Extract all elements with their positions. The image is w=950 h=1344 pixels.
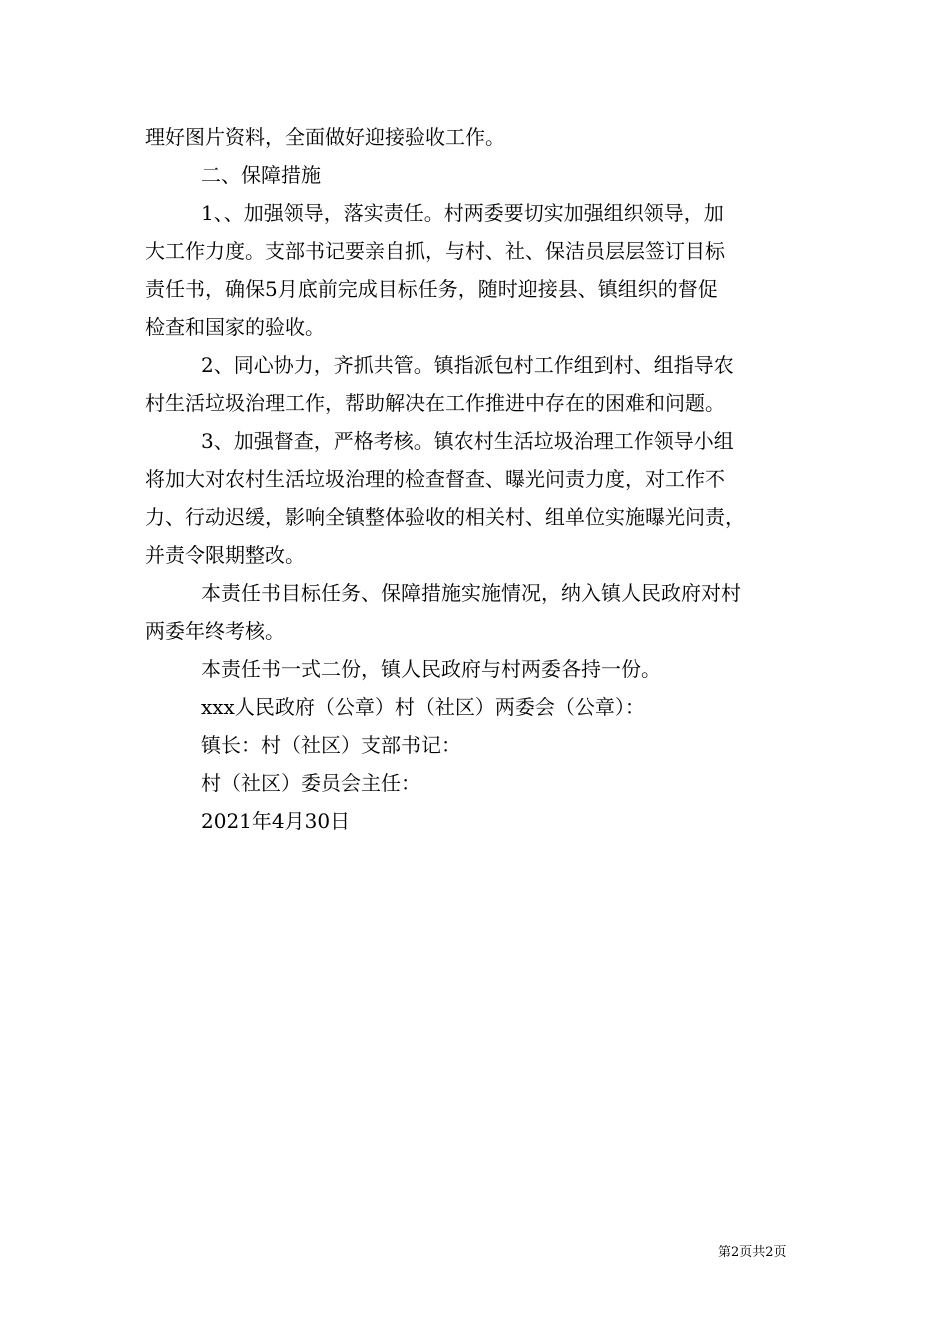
document-body (145, 118, 825, 840)
signature-mayor-secretary: 镇长：村（社区）支部书记： (201, 733, 461, 757)
signature-committee-director: 村（社区）委员会主任： (201, 771, 421, 795)
signature-seals: xxx人民政府（公章）村（社区）两委会（公章）： (201, 695, 645, 719)
measure-3-line-4: 并责令限期整改。 (145, 543, 305, 567)
measure-1-line-4: 检查和国家的验收。 (145, 315, 325, 339)
measure-2-line-2: 村生活垃圾治理工作，帮助解决在工作推进中存在的困难和问题。 (145, 391, 725, 415)
copies-note: 本责任书一式二份，镇人民政府与村两委各持一份。 (201, 657, 661, 681)
measure-1-line-2: 大工作力度。支部书记要亲自抓，与村、社、保洁员层层签订目标 (145, 239, 725, 263)
section-heading: 二、保障措施 (201, 163, 321, 187)
measure-2-line-1: 2、同心协力，齐抓共管。镇指派包村工作组到村、组指导农 (201, 353, 734, 377)
measure-3-line-2: 将加大对农村生活垃圾治理的检查督查、曝光问责力度，对工作不 (145, 467, 725, 491)
measure-3-line-1: 3、加强督查，严格考核。镇农村生活垃圾治理工作领导小组 (201, 429, 734, 453)
assessment-line-1: 本责任书目标任务、保障措施实施情况，纳入镇人民政府对村 (201, 581, 741, 605)
document-date: 2021年4月30日 (201, 809, 351, 833)
page-number-footer: 第2页共2页 (718, 1245, 787, 1260)
measure-3-line-3: 力、行动迟缓，影响全镇整体验收的相关村、组单位实施曝光问责， (145, 505, 745, 529)
assessment-line-2: 两委年终考核。 (145, 619, 285, 643)
measure-1-line-1: 1、、加强领导，落实责任。村两委要切实加强组织领导，加 (201, 201, 724, 225)
body-line-continuation: 理好图片资料，全面做好迎接验收工作。 (145, 125, 505, 149)
measure-1-line-3: 责任书，确保5月底前完成目标任务，随时迎接县、镇组织的督促 (145, 277, 718, 301)
